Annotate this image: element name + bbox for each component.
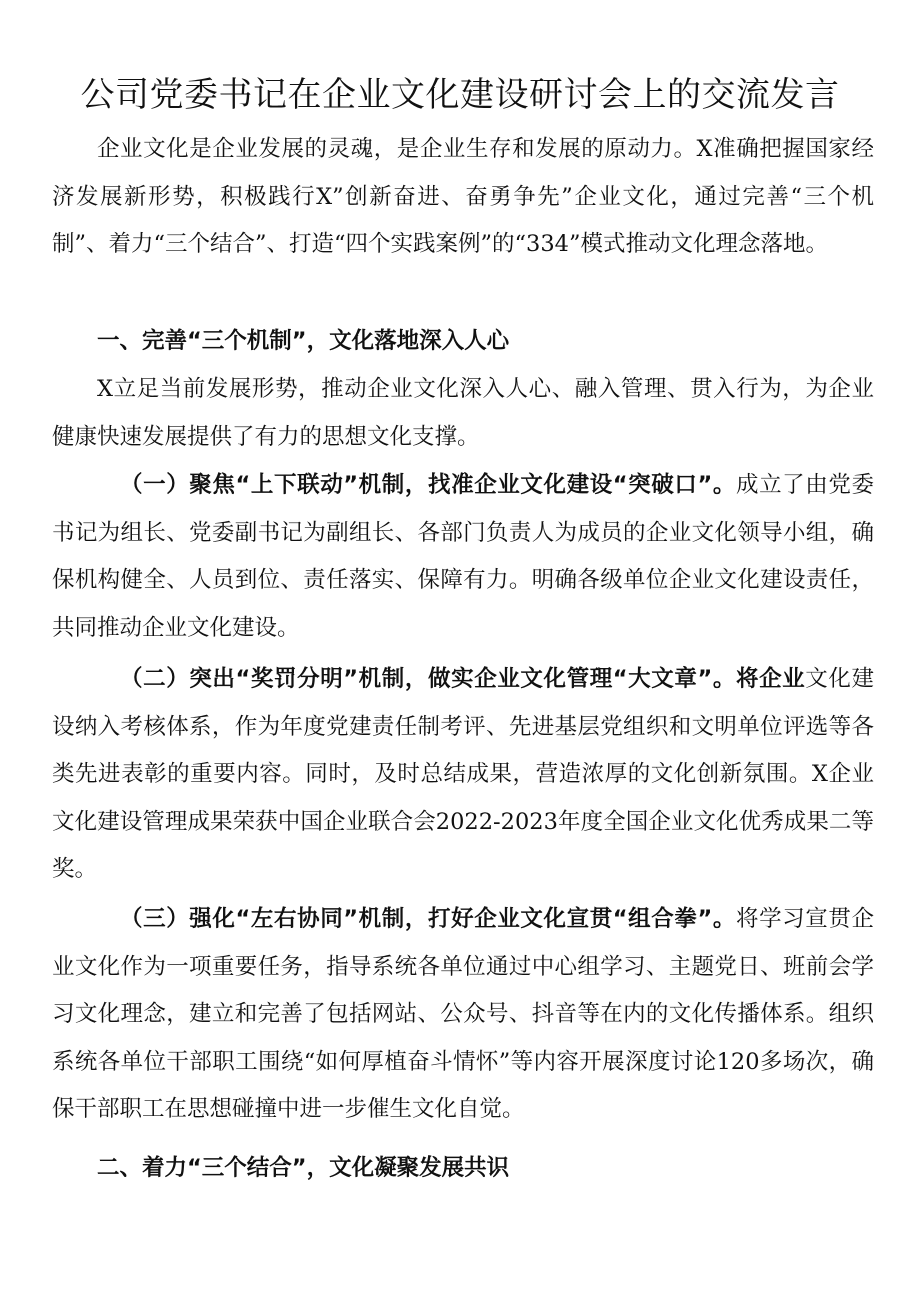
section-1-intro-paragraph: X立足当前发展形势，推动企业文化深入人心、融入管理、贯入行为，为企业健康快速发展提供了有力的思想文化支撑。	[52, 376, 874, 450]
item-1-body: 成立了由党委书记为组长、党委副书记为副组长、各部门负责人为成员的企业文化领导小组，确保机构健全、人员到位、责任落实、保障有力。明确各级单位企业文化建设责任，共同推动企业文化建设。	[52, 472, 874, 641]
item-1-lead: （一）聚焦“上下联动”机制，找准企业文化建设“突破口”。	[120, 472, 736, 498]
section-1-item-3	[52, 896, 874, 1134]
item-3-body: 将学习宣贯企业文化作为一项重要任务，指导系统各单位通过中心组学习、主题党日、班前会学习文化理念，建立和完善了包括网站、公众号、抖音等在内的文化传播体系。组织系统各单位干部职工围绕“如何厚植奋斗情怀”等内容开展深度讨论120多场次，确保干部职工在思想碰撞中进一步催生文化自觉。	[52, 906, 874, 1122]
item-3-lead: （三）强化“左右协同”机制，打好企业文化宣贯“组合拳”。	[120, 906, 736, 932]
section-1-item-1	[52, 462, 874, 652]
intro-paragraph: 企业文化是企业发展的灵魂，是企业生存和发展的原动力。X准确把握国家经济发展新形势，积极践行X”创新奋进、奋勇争先”企业文化，通过完善“三个机制”、着力“三个结合”、打造“四个实践案例”的“334”模式推动文化理念落地。	[52, 136, 874, 257]
item-2-body: 文化建设纳入考核体系，作为年度党建责任制考评、先进基层党组织和文明单位评选等各类先进表彰的重要内容。同时，及时总结成果，营造浓厚的文化创新氛围。X企业文化建设管理成果荣获中国企业联合会2022-2023年度全国企业文化优秀成果二等奖。	[52, 666, 874, 882]
section-1-heading: 一、完善“三个机制”，文化落地深入人心	[97, 328, 510, 354]
item-2-lead: （二）突出“奖罚分明”机制，做实企业文化管理“大文章”。将企业	[120, 666, 806, 692]
section-1-item-2	[52, 656, 874, 894]
document-title: 公司党委书记在企业文化建设研讨会上的交流发言	[80, 75, 840, 115]
section-2-heading: 二、着力“三个结合”，文化凝聚发展共识	[97, 1155, 510, 1181]
